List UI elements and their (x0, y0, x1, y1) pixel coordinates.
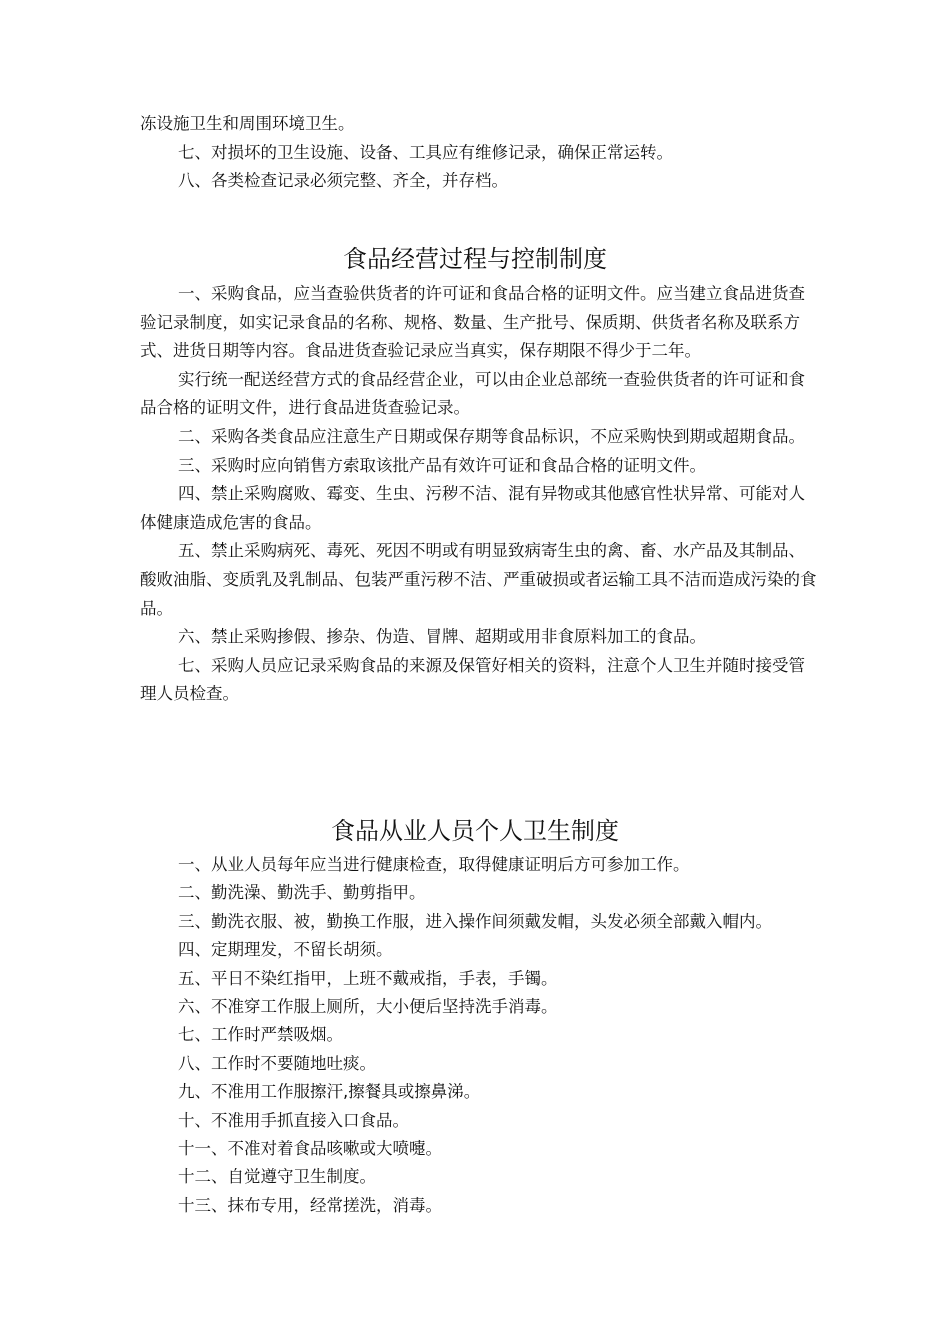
list-item: 十、不准用手抓直接入口食品。 (178, 1110, 409, 1130)
list-item: 八、工作时不要随地吐痰。 (178, 1053, 376, 1073)
paragraph: 二、采购各类食品应注意生产日期或保存期等食品标识，不应采购快到期或超期食品。 (178, 426, 805, 446)
section-body (140, 280, 820, 709)
list-item: 十二、自觉遵守卫生制度。 (178, 1167, 376, 1187)
list-item: 十一、不准对着食品咳嗽或大喷嚏。 (178, 1139, 442, 1159)
paragraph: 一、采购食品，应当查验供货者的许可证和食品合格的证明文件。应当建立食品进货查验记录制度，如实记录食品的名称、规格、数量、生产批号、保质期、供货者名称及联系方式、进货日期等内容。食品进货查验记录应当真实，保存期限不得少于二年。 (140, 284, 805, 361)
list-item: 六、不准穿工作服上厕所，大小便后坚持洗手消毒。 (178, 997, 558, 1017)
paragraph: 六、禁止采购掺假、掺杂、伪造、冒牌、超期或用非食原料加工的食品。 (178, 627, 706, 647)
top-section (140, 110, 820, 196)
paragraph: 实行统一配送经营方式的食品经营企业，可以由企业总部统一查验供货者的许可证和食品合格的证明文件，进行食品进货查验记录。 (140, 369, 805, 418)
section-title: 食品从业人员个人卫生制度 (331, 817, 619, 845)
section-title: 食品经营过程与控制制度 (343, 245, 607, 273)
list-item: 三、勤洗衣服、被，勤换工作服，进入操作间须戴发帽，头发必须全部戴入帽内。 (178, 911, 772, 931)
paragraph: 四、禁止采购腐败、霉变、生虫、污秽不洁、混有异物或其他感官性状异常、可能对人体健康造成危害的食品。 (140, 484, 805, 532)
paragraph: 三、采购时应向销售方索取该批产品有效许可证和食品合格的证明文件。 (178, 455, 706, 475)
paragraph: 八、各类检查记录必须完整、齐全，并存档。 (178, 171, 508, 191)
paragraph: 冻设施卫生和周围环境卫生。 (140, 114, 355, 133)
section-list (178, 851, 878, 1220)
paragraph: 五、禁止采购病死、毒死、死因不明或有明显致病寄生虫的禽、畜、水产品及其制品、酸败油脂、变质乳及乳制品、包装严重污秽不洁、严重破损或者运输工具不洁而造成污染的食品。 (140, 541, 817, 618)
list-item: 二、勤洗澡、勤洗手、勤剪指甲。 (178, 883, 426, 903)
list-item: 十三、抹布专用，经常搓洗，消毒。 (178, 1195, 442, 1215)
paragraph: 七、采购人员应记录采购食品的来源及保管好相关的资料，注意个人卫生并随时接受管理人员检查。 (140, 655, 805, 704)
list-item: 九、不准用工作服擦汗,擦餐具或擦鼻涕。 (178, 1082, 481, 1102)
list-item: 五、平日不染红指甲，上班不戴戒指，手表，手镯。 (178, 968, 558, 988)
paragraph: 七、对损坏的卫生设施、设备、工具应有维修记录，确保正常运转。 (178, 142, 673, 162)
list-item: 七、工作时严禁吸烟。 (178, 1025, 343, 1045)
list-item: 四、定期理发，不留长胡须。 (178, 940, 393, 960)
list-item: 一、从业人员每年应当进行健康检查，取得健康证明后方可参加工作。 (178, 855, 690, 874)
